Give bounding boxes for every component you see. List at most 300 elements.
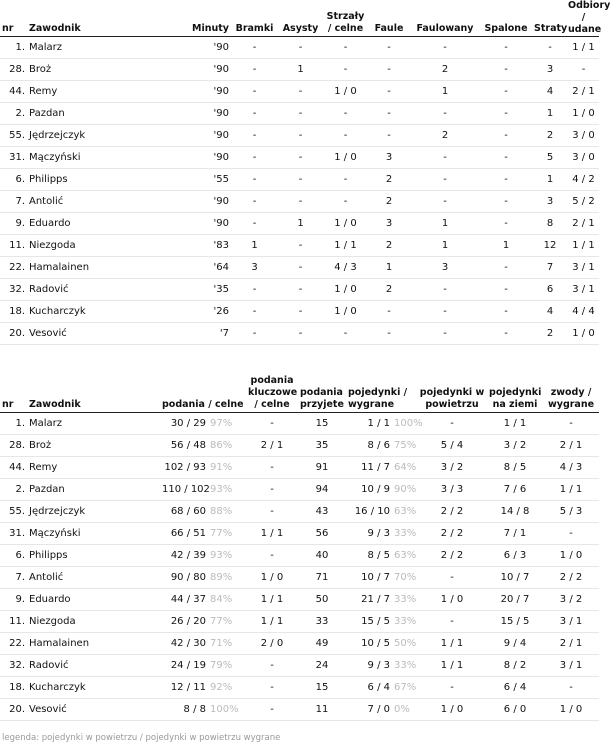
row-duels: 10 / 5: [346, 633, 392, 655]
table-row: [0, 523, 599, 545]
row-dribbles: 4 / 3: [543, 457, 599, 479]
row-passes-pct: 89%: [208, 567, 246, 589]
row-dribbles: 5 / 3: [543, 501, 599, 523]
row-dribbles: 2 / 2: [543, 567, 599, 589]
row-minutes: '64: [167, 257, 231, 279]
row-fouled: 1: [410, 235, 480, 257]
table2-body: [0, 413, 599, 721]
table2-header-passes: podania / celne: [160, 375, 246, 413]
row-fouls: 2: [368, 279, 410, 301]
table1-header-row: [0, 0, 599, 37]
row-player: Eduardo: [27, 589, 160, 611]
row-player: Malarz: [27, 37, 167, 59]
row-duels: 8 / 5: [346, 545, 392, 567]
table-row: [0, 611, 599, 633]
row-nr: 7.: [0, 567, 27, 589]
row-passes: 44 / 37: [160, 589, 208, 611]
row-assists: -: [278, 125, 323, 147]
table1-header-losses: Straty: [532, 0, 568, 37]
row-nr: 6.: [0, 545, 27, 567]
row-duels-pct: 0%: [392, 699, 417, 721]
row-fouled: 3: [410, 257, 480, 279]
row-tackles: 1 / 0: [568, 323, 599, 345]
table1-header-fouled: Faulowany: [410, 0, 480, 37]
row-passes-pct: 88%: [208, 501, 246, 523]
row-passes: 90 / 80: [160, 567, 208, 589]
row-passes-received: 11: [298, 699, 346, 721]
row-player: Remy: [27, 81, 167, 103]
row-nr: 7.: [0, 191, 27, 213]
row-player: Niezgoda: [27, 611, 160, 633]
row-assists: -: [278, 147, 323, 169]
row-losses: 6: [532, 279, 568, 301]
row-passes: 26 / 20: [160, 611, 208, 633]
row-nr: 55.: [0, 501, 27, 523]
table-row: [0, 479, 599, 501]
row-dribbles: -: [543, 523, 599, 545]
row-duels: 7 / 0: [346, 699, 392, 721]
row-minutes: '90: [167, 81, 231, 103]
row-offsides: -: [480, 169, 532, 191]
table-row: [0, 323, 599, 345]
row-ground-duels: 8 / 2: [487, 655, 543, 677]
row-passes-received: 40: [298, 545, 346, 567]
row-passes: 102 / 93: [160, 457, 208, 479]
row-shots: -: [323, 103, 368, 125]
row-player: Jędrzejczyk: [27, 501, 160, 523]
row-fouls: -: [368, 81, 410, 103]
row-shots: -: [323, 191, 368, 213]
row-fouls: 3: [368, 147, 410, 169]
row-nr: 1.: [0, 413, 27, 435]
table-row: [0, 699, 599, 721]
row-passes: 24 / 19: [160, 655, 208, 677]
row-duels: 6 / 4: [346, 677, 392, 699]
row-duels-pct: 75%: [392, 435, 417, 457]
row-duels-pct: 33%: [392, 655, 417, 677]
table-row: [0, 413, 599, 435]
row-nr: 20.: [0, 323, 27, 345]
row-nr: 2.: [0, 479, 27, 501]
row-aerial-duels: -: [417, 611, 487, 633]
row-shots: 1 / 0: [323, 147, 368, 169]
table-row: [0, 213, 599, 235]
row-losses: 1: [532, 169, 568, 191]
row-key-passes: 1 / 1: [246, 611, 298, 633]
row-tackles: 4 / 4: [568, 301, 599, 323]
row-duels: 8 / 6: [346, 435, 392, 457]
row-offsides: -: [480, 301, 532, 323]
row-assists: -: [278, 191, 323, 213]
row-passes-received: 56: [298, 523, 346, 545]
row-nr: 44.: [0, 457, 27, 479]
row-ground-duels: 1 / 1: [487, 413, 543, 435]
row-passes-pct: 86%: [208, 435, 246, 457]
row-key-passes: -: [246, 457, 298, 479]
row-assists: -: [278, 257, 323, 279]
row-aerial-duels: -: [417, 677, 487, 699]
table2-header-duels: pojedynki / wygrane: [346, 375, 417, 413]
row-aerial-duels: -: [417, 567, 487, 589]
table1-header-assists: Asysty: [278, 0, 323, 37]
row-aerial-duels: 1 / 1: [417, 633, 487, 655]
row-fouls: -: [368, 37, 410, 59]
row-duels: 21 / 7: [346, 589, 392, 611]
row-nr: 31.: [0, 147, 27, 169]
row-player: Hamalainen: [27, 633, 160, 655]
row-goals: -: [231, 169, 278, 191]
row-nr: 31.: [0, 523, 27, 545]
row-ground-duels: 9 / 4: [487, 633, 543, 655]
row-aerial-duels: 1 / 0: [417, 589, 487, 611]
row-nr: 2.: [0, 103, 27, 125]
row-nr: 18.: [0, 301, 27, 323]
row-goals: -: [231, 125, 278, 147]
row-duels-pct: 90%: [392, 479, 417, 501]
row-losses: -: [532, 37, 568, 59]
row-player: Pazdan: [27, 479, 160, 501]
row-aerial-duels: 3 / 3: [417, 479, 487, 501]
row-ground-duels: 14 / 8: [487, 501, 543, 523]
row-player: Broż: [27, 435, 160, 457]
row-nr: 22.: [0, 633, 27, 655]
row-minutes: '90: [167, 37, 231, 59]
row-shots: -: [323, 37, 368, 59]
row-passes-pct: 79%: [208, 655, 246, 677]
row-offsides: -: [480, 213, 532, 235]
row-assists: -: [278, 301, 323, 323]
row-assists: -: [278, 103, 323, 125]
row-duels-pct: 100%: [392, 413, 417, 435]
table-row: [0, 545, 599, 567]
row-minutes: '90: [167, 59, 231, 81]
row-dribbles: 2 / 1: [543, 435, 599, 457]
table-row: [0, 257, 599, 279]
row-passes: 30 / 29: [160, 413, 208, 435]
table1-header-tackles: Odbiory / udane: [568, 0, 610, 35]
row-player: Kucharczyk: [27, 677, 160, 699]
row-offsides: -: [480, 279, 532, 301]
row-minutes: '7: [167, 323, 231, 345]
table1-header-nr: nr: [0, 0, 27, 37]
row-player: Mączyński: [27, 147, 167, 169]
row-key-passes: 1 / 1: [246, 589, 298, 611]
row-passes-pct: 97%: [208, 413, 246, 435]
row-fouls: 1: [368, 257, 410, 279]
row-player: Philipps: [27, 169, 167, 191]
row-fouls: -: [368, 323, 410, 345]
row-ground-duels: 6 / 4: [487, 677, 543, 699]
row-key-passes: -: [246, 479, 298, 501]
row-passes-received: 24: [298, 655, 346, 677]
row-duels: 9 / 3: [346, 655, 392, 677]
row-passes-received: 43: [298, 501, 346, 523]
row-tackles: 3 / 0: [568, 125, 599, 147]
row-passes-received: 91: [298, 457, 346, 479]
table-row: [0, 125, 599, 147]
row-aerial-duels: 1 / 0: [417, 699, 487, 721]
row-nr: 22.: [0, 257, 27, 279]
row-losses: 3: [532, 59, 568, 81]
row-key-passes: -: [246, 545, 298, 567]
row-key-passes: -: [246, 699, 298, 721]
row-goals: -: [231, 301, 278, 323]
table-row: [0, 103, 599, 125]
row-player: Mączyński: [27, 523, 160, 545]
row-player: Eduardo: [27, 213, 167, 235]
row-ground-duels: 15 / 5: [487, 611, 543, 633]
row-passes: 56 / 48: [160, 435, 208, 457]
row-ground-duels: 6 / 3: [487, 545, 543, 567]
row-shots: 1 / 0: [323, 301, 368, 323]
table-row: [0, 191, 599, 213]
row-shots: 1 / 1: [323, 235, 368, 257]
row-shots: 1 / 0: [323, 213, 368, 235]
row-offsides: -: [480, 323, 532, 345]
row-losses: 5: [532, 147, 568, 169]
row-shots: -: [323, 169, 368, 191]
row-losses: 4: [532, 301, 568, 323]
row-fouled: -: [410, 301, 480, 323]
row-minutes: '35: [167, 279, 231, 301]
table-row: [0, 457, 599, 479]
row-passes: 8 / 8: [160, 699, 208, 721]
row-goals: -: [231, 103, 278, 125]
row-duels: 1 / 1: [346, 413, 392, 435]
row-losses: 2: [532, 323, 568, 345]
row-losses: 1: [532, 103, 568, 125]
row-goals: -: [231, 147, 278, 169]
player-stats-table-2: [0, 375, 599, 721]
row-duels-pct: 33%: [392, 589, 417, 611]
row-tackles: -: [568, 59, 599, 81]
row-player: Kucharczyk: [27, 301, 167, 323]
row-offsides: -: [480, 147, 532, 169]
row-offsides: -: [480, 103, 532, 125]
row-passes-pct: 77%: [208, 611, 246, 633]
table2-header-player: Zawodnik: [27, 375, 160, 413]
row-losses: 8: [532, 213, 568, 235]
row-fouls: -: [368, 301, 410, 323]
row-dribbles: 1 / 0: [543, 699, 599, 721]
row-nr: 11.: [0, 611, 27, 633]
row-tackles: 3 / 1: [568, 257, 599, 279]
table-row: [0, 677, 599, 699]
row-player: Radović: [27, 655, 160, 677]
row-duels-pct: 50%: [392, 633, 417, 655]
row-minutes: '55: [167, 169, 231, 191]
row-key-passes: -: [246, 501, 298, 523]
row-passes: 68 / 60: [160, 501, 208, 523]
row-fouls: -: [368, 125, 410, 147]
table2-header-dribbles: zwody / wygrane: [543, 375, 599, 413]
row-ground-duels: 8 / 5: [487, 457, 543, 479]
table1-header-goals: Bramki: [231, 0, 278, 37]
row-fouled: -: [410, 279, 480, 301]
row-fouled: -: [410, 191, 480, 213]
row-minutes: '90: [167, 125, 231, 147]
row-goals: -: [231, 279, 278, 301]
row-losses: 4: [532, 81, 568, 103]
row-aerial-duels: -: [417, 413, 487, 435]
row-aerial-duels: 2 / 2: [417, 545, 487, 567]
row-player: Philipps: [27, 545, 160, 567]
row-nr: 55.: [0, 125, 27, 147]
row-passes-received: 49: [298, 633, 346, 655]
row-tackles: 4 / 2: [568, 169, 599, 191]
row-assists: -: [278, 279, 323, 301]
row-fouls: -: [368, 103, 410, 125]
row-aerial-duels: 1 / 1: [417, 655, 487, 677]
row-passes-received: 94: [298, 479, 346, 501]
row-ground-duels: 7 / 1: [487, 523, 543, 545]
row-shots: 1 / 0: [323, 81, 368, 103]
table1-body: [0, 37, 599, 345]
row-assists: -: [278, 169, 323, 191]
row-player: Remy: [27, 457, 160, 479]
row-losses: 12: [532, 235, 568, 257]
table1-header-shots: Strzały / celne: [323, 0, 368, 37]
row-nr: 11.: [0, 235, 27, 257]
row-duels-pct: 63%: [392, 545, 417, 567]
row-duels: 10 / 7: [346, 567, 392, 589]
row-dribbles: 3 / 2: [543, 589, 599, 611]
row-fouled: -: [410, 323, 480, 345]
row-passes-received: 15: [298, 413, 346, 435]
row-losses: 2: [532, 125, 568, 147]
row-key-passes: 2 / 1: [246, 435, 298, 457]
row-player: Antolić: [27, 567, 160, 589]
row-duels-pct: 64%: [392, 457, 417, 479]
row-nr: 32.: [0, 279, 27, 301]
row-passes-pct: 71%: [208, 633, 246, 655]
row-passes: 42 / 39: [160, 545, 208, 567]
table-row: [0, 37, 599, 59]
row-tackles: 2 / 1: [568, 81, 599, 103]
row-tackles: 3 / 0: [568, 147, 599, 169]
player-stats-table-1: [0, 0, 610, 345]
row-passes-pct: 84%: [208, 589, 246, 611]
row-goals: -: [231, 191, 278, 213]
row-player: Malarz: [27, 413, 160, 435]
table-row: [0, 435, 599, 457]
row-player: Vesović: [27, 323, 167, 345]
row-offsides: 1: [480, 235, 532, 257]
row-fouls: 2: [368, 191, 410, 213]
row-assists: 1: [278, 213, 323, 235]
row-passes-pct: 77%: [208, 523, 246, 545]
row-tackles: 1 / 1: [568, 37, 599, 59]
row-player: Niezgoda: [27, 235, 167, 257]
table1-header-minutes: Minuty: [167, 0, 231, 37]
row-passes: 42 / 30: [160, 633, 208, 655]
table-row: [0, 81, 599, 103]
row-player: Antolić: [27, 191, 167, 213]
table-row: [0, 235, 599, 257]
row-nr: 18.: [0, 677, 27, 699]
row-aerial-duels: 3 / 2: [417, 457, 487, 479]
table2-header-row: [0, 375, 599, 413]
table-row: [0, 301, 599, 323]
row-nr: 20.: [0, 699, 27, 721]
row-offsides: -: [480, 81, 532, 103]
row-shots: -: [323, 323, 368, 345]
row-assists: -: [278, 81, 323, 103]
row-goals: -: [231, 213, 278, 235]
table-row: [0, 279, 599, 301]
row-offsides: -: [480, 257, 532, 279]
row-duels-pct: 33%: [392, 611, 417, 633]
row-offsides: -: [480, 191, 532, 213]
row-aerial-duels: 2 / 2: [417, 523, 487, 545]
row-assists: 1: [278, 59, 323, 81]
row-fouls: 2: [368, 235, 410, 257]
row-minutes: '90: [167, 191, 231, 213]
row-offsides: -: [480, 59, 532, 81]
table-row: [0, 169, 599, 191]
row-minutes: '90: [167, 213, 231, 235]
row-nr: 28.: [0, 59, 27, 81]
row-passes-received: 15: [298, 677, 346, 699]
row-passes: 110 / 102: [160, 479, 208, 501]
row-key-passes: 1 / 0: [246, 567, 298, 589]
row-nr: 44.: [0, 81, 27, 103]
table-row: [0, 655, 599, 677]
row-fouled: 1: [410, 213, 480, 235]
table2-header-key-passes: podania kluczowe / celne: [246, 375, 298, 413]
table1-header-player: Zawodnik: [27, 0, 167, 37]
row-player: Hamalainen: [27, 257, 167, 279]
row-passes-pct: 91%: [208, 457, 246, 479]
row-fouled: 2: [410, 59, 480, 81]
row-passes-pct: 100%: [208, 699, 246, 721]
row-passes: 66 / 51: [160, 523, 208, 545]
row-dribbles: 2 / 1: [543, 633, 599, 655]
row-fouled: -: [410, 147, 480, 169]
row-minutes: '90: [167, 103, 231, 125]
row-minutes: '83: [167, 235, 231, 257]
row-ground-duels: 10 / 7: [487, 567, 543, 589]
row-goals: 3: [231, 257, 278, 279]
row-goals: -: [231, 59, 278, 81]
row-offsides: -: [480, 37, 532, 59]
row-passes-received: 50: [298, 589, 346, 611]
row-tackles: 1 / 1: [568, 235, 599, 257]
row-losses: 3: [532, 191, 568, 213]
row-passes-pct: 93%: [208, 545, 246, 567]
row-player: Jędrzejczyk: [27, 125, 167, 147]
row-dribbles: 1 / 0: [543, 545, 599, 567]
table2-header-ground-duels: pojedynki na ziemi: [487, 375, 543, 413]
row-fouls: -: [368, 59, 410, 81]
row-player: Broż: [27, 59, 167, 81]
row-duels-pct: 70%: [392, 567, 417, 589]
row-key-passes: 1 / 1: [246, 523, 298, 545]
row-duels: 15 / 5: [346, 611, 392, 633]
row-dribbles: 1 / 1: [543, 479, 599, 501]
row-nr: 6.: [0, 169, 27, 191]
row-player: Radović: [27, 279, 167, 301]
row-fouled: -: [410, 169, 480, 191]
row-tackles: 2 / 1: [568, 213, 599, 235]
row-fouled: 1: [410, 81, 480, 103]
row-ground-duels: 7 / 6: [487, 479, 543, 501]
row-goals: -: [231, 37, 278, 59]
row-duels: 11 / 7: [346, 457, 392, 479]
row-fouled: -: [410, 37, 480, 59]
row-nr: 28.: [0, 435, 27, 457]
row-passes: 12 / 11: [160, 677, 208, 699]
